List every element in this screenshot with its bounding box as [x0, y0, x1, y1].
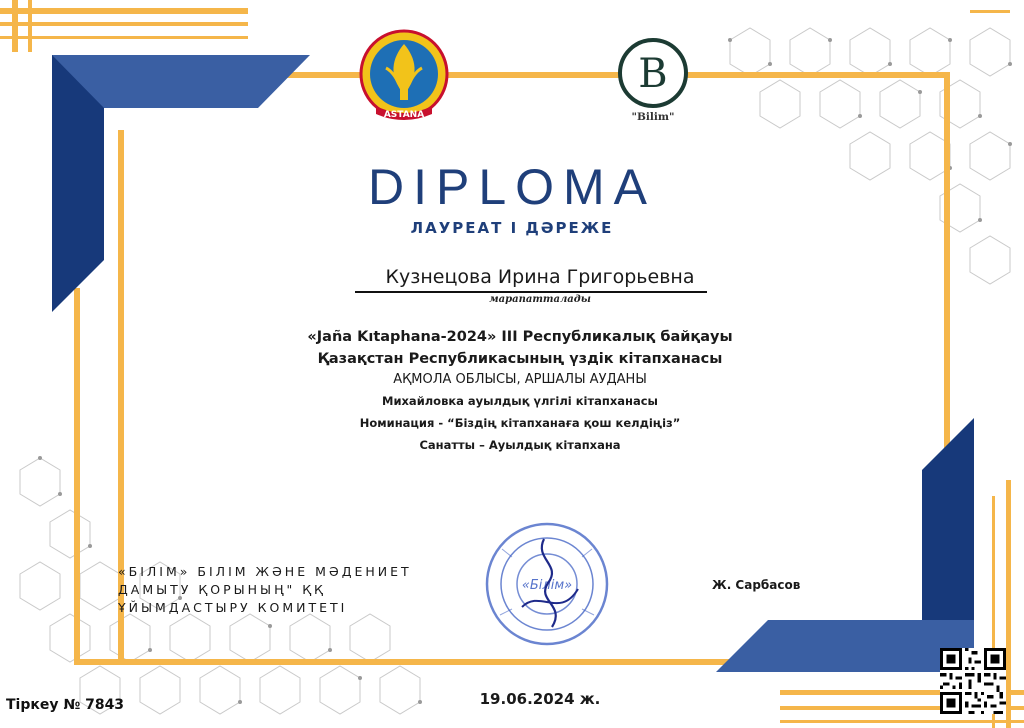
nomination-line: Номинация - “Біздің кітапханаға қош келдіңіз”	[359, 416, 681, 430]
stamp-icon	[482, 519, 612, 649]
name-underline	[355, 291, 707, 293]
best-library-line: Қазақстан Республикасының үздік кітапханасы	[317, 351, 723, 367]
library-name-line: Михайловка ауылдық үлгілі кітапханасы	[382, 394, 658, 408]
category-line: Санатты – Ауылдық кітапхана	[419, 438, 621, 452]
astana-emblem-icon	[358, 28, 450, 126]
diploma-title: DIPLOMA	[367, 159, 657, 215]
diploma-subtitle: ЛАУРЕАТ І ДӘРЕЖЕ	[410, 219, 614, 237]
registration-number: Тіркеу № 7843	[6, 697, 125, 713]
organizer-committee	[118, 563, 478, 617]
organizer-line-1: «БІЛІМ» БІЛІМ ЖӘНЕ МӘДЕНИЕТ	[118, 564, 412, 579]
svg-text:B: B	[638, 51, 668, 97]
recipient-name: Кузнецова Ирина Григорьевна	[385, 266, 695, 288]
svg-text:ASTANA: ASTANA	[383, 110, 425, 120]
awarded-label: марапатталады	[489, 294, 591, 305]
svg-text:«Білім»: «Білім»	[521, 578, 573, 593]
qr-code-icon	[940, 648, 1006, 714]
issue-date: 19.06.2024 ж.	[479, 690, 601, 708]
navy-corner-bottom-right	[716, 418, 974, 672]
contest-line: «Jaña Kıtaphana-2024» III Республикалық байқауы	[307, 329, 733, 345]
award-description	[250, 326, 790, 456]
organizer-line-3: ҰЙЫМДАСТЫРУ КОМИТЕТІ	[118, 600, 348, 615]
organizer-line-2: ДАМЫТУ ҚОРЫНЫҢ" ҚҚ	[118, 582, 326, 597]
hex-pattern-top-right	[730, 28, 1010, 284]
bilim-logo-label: "Bilim"	[631, 111, 675, 123]
signer-name: Ж. Сарбасов	[712, 578, 801, 592]
bilim-logo-icon	[617, 37, 689, 109]
region-line: АҚМОЛА ОБЛЫСЫ, АРШАЛЫ АУДАНЫ	[393, 372, 647, 387]
